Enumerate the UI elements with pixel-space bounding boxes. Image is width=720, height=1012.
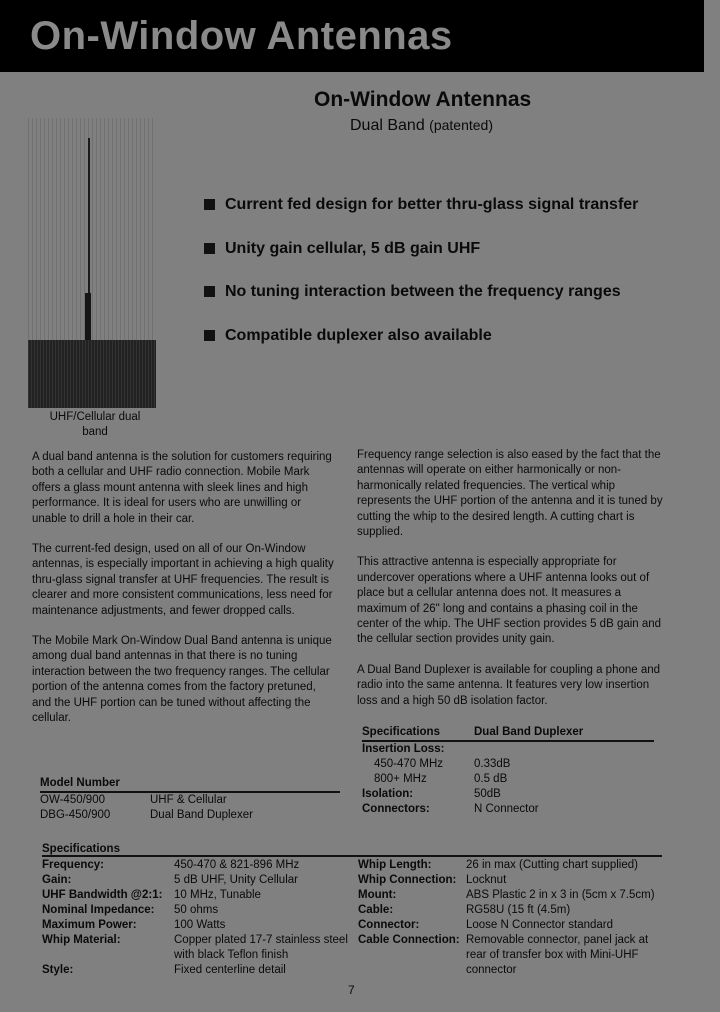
- feature-text: Unity gain cellular, 5 dB gain UHF: [225, 239, 481, 257]
- product-subtitle-text: Dual Band: [350, 117, 425, 134]
- table-header-cell: Specifications: [362, 726, 440, 738]
- body-column-left: [32, 450, 337, 742]
- body-paragraph: The Mobile Mark On-Window Dual Band antenna is unique among dual band antennas in that there is no tuning interaction between the two frequency ranges. The cellular portion of the antenna comes from the factory pretuned, and the UHF portion can be tuned without affecting the cellular.: [32, 635, 332, 725]
- duplexer-spec-table: [362, 725, 654, 817]
- body-paragraph: Frequency range selection is also eased by the fact that the antennas will operate on either harmonically or non-harmonically related frequencies. The vertical whip represents the UHF portion of the antenna and it is tuned by cutting the whip to the desired length. A cutting chart is supplied.: [357, 449, 663, 539]
- square-bullet-icon: [204, 243, 215, 254]
- specifications-table-right: [358, 858, 671, 978]
- square-bullet-icon: [204, 199, 215, 210]
- table-cell: Style:: [42, 964, 74, 976]
- table-row: [358, 858, 671, 873]
- table-row: [358, 933, 671, 978]
- specifications-heading: Specifications: [42, 843, 662, 857]
- table-cell: 0.33dB: [474, 758, 511, 770]
- table-row: [42, 903, 349, 918]
- body-paragraph: The current-fed design, used on all of our On-Window antennas, is especially important in achieving a high quality thru-glass signal transfer at UHF frequencies. The result is clearer and more consistent communications, less need for maintenance adjustments, and fewer dropped calls.: [32, 543, 334, 617]
- table-cell: Copper plated 17-7 stainless steel with black Teflon finish: [174, 934, 348, 961]
- table-row: [40, 792, 340, 808]
- body-column-right: [357, 448, 672, 724]
- table-cell: N Connector: [474, 803, 539, 815]
- table-row: [358, 903, 671, 918]
- table-row: [42, 873, 349, 888]
- table-row: [358, 888, 671, 903]
- table-row: [42, 918, 349, 933]
- antenna-coil: [85, 293, 91, 343]
- table-cell: Cable Connection:: [358, 934, 460, 946]
- table-row: [358, 873, 671, 888]
- table-row: [42, 858, 349, 873]
- feature-item: [204, 240, 704, 284]
- feature-item: [204, 283, 704, 327]
- body-paragraph: A dual band antenna is the solution for customers requiring both a cellular and UHF radio connection. Mobile Mark offers a glass mount antenna with sleek lines and high performance. It is ideal for users who are unwilling or unable to drill a hole in their car.: [32, 451, 332, 525]
- table-cell: 5 dB UHF, Unity Cellular: [174, 874, 298, 886]
- table-cell: Dual Band Duplexer: [150, 809, 253, 821]
- table-cell: Cable:: [358, 904, 394, 916]
- feature-item: [204, 327, 704, 371]
- table-cell: Nominal Impedance:: [42, 904, 155, 916]
- table-row: [362, 772, 654, 787]
- square-bullet-icon: [204, 330, 215, 341]
- table-cell: 10 MHz, Tunable: [174, 889, 261, 901]
- table-cell: 26 in max (Cutting chart supplied): [466, 859, 638, 871]
- table-row: [40, 808, 340, 823]
- table-cell: 50 ohms: [174, 904, 219, 916]
- table-cell: Loose N Connector standard: [466, 919, 614, 931]
- body-paragraph: This attractive antenna is especially appropriate for undercover operations where a UHF antenna looks out of place but a cellular antenna does not. It measures a maximum of 26" long and contains a phasing coil in the center of the whip. The UHF section provides 5 dB gain and the cellular section provides unity gain.: [357, 556, 662, 646]
- table-cell: UHF Bandwidth @2:1:: [42, 889, 163, 901]
- table-row: [362, 757, 654, 772]
- specifications-table-left: [42, 858, 349, 978]
- photo-caption: UHF/Cellular dual band: [49, 411, 141, 438]
- feature-text: No tuning interaction between the frequency ranges: [225, 283, 621, 300]
- table-cell: Removable connector, panel jack at rear of transfer box with Mini-UHF connector: [466, 934, 649, 976]
- table-cell: Insertion Loss:: [362, 743, 445, 755]
- table-cell: 0.5 dB: [474, 773, 508, 785]
- antenna-photo: [28, 118, 156, 408]
- table-header-row: [362, 725, 654, 741]
- table-cell: Mount:: [358, 889, 397, 901]
- table-cell: Frequency:: [42, 859, 104, 871]
- table-header-row: [40, 776, 340, 792]
- page-number: 7: [348, 983, 355, 997]
- table-header-cell: Model Number: [40, 777, 120, 789]
- table-cell: Fixed centerline detail: [174, 964, 286, 976]
- table-cell: UHF & Cellular: [150, 794, 227, 806]
- table-cell: OW-450/900: [40, 794, 105, 806]
- product-subtitle-note: (patented): [429, 117, 493, 133]
- table-cell: Connectors:: [362, 803, 430, 815]
- table-header-cell: Dual Band Duplexer: [474, 726, 584, 738]
- table-cell: Maximum Power:: [42, 919, 137, 931]
- square-bullet-icon: [204, 286, 215, 297]
- product-subtitle: [350, 117, 493, 135]
- feature-list: [204, 196, 704, 370]
- table-cell: 450-470 MHz: [374, 758, 444, 770]
- table-cell: ABS Plastic 2 in x 3 in (5cm x 7.5cm): [466, 889, 655, 901]
- table-cell: 800+ MHz: [374, 773, 427, 785]
- table-cell: Gain:: [42, 874, 72, 886]
- model-number-table: [40, 776, 340, 823]
- table-cell: Connector:: [358, 919, 420, 931]
- feature-text: Current fed design for better thru-glass signal transfer: [225, 196, 639, 213]
- table-row: [358, 918, 671, 933]
- product-title: On-Window Antennas: [314, 88, 532, 111]
- table-cell: Whip Material:: [42, 934, 121, 946]
- page-header-title: On-Window Antennas: [30, 14, 453, 58]
- table-cell: Isolation:: [362, 788, 414, 800]
- antenna-base: [28, 340, 156, 408]
- table-cell: RG58U (15 ft (4.5m): [466, 904, 571, 916]
- table-cell: 100 Watts: [174, 919, 226, 931]
- table-header-cell: [150, 776, 340, 792]
- feature-text: Compatible duplexer also available: [225, 326, 492, 344]
- table-cell: Whip Connection:: [358, 874, 457, 886]
- table-cell: 450-470 & 821-896 MHz: [174, 859, 300, 871]
- feature-item: [204, 196, 704, 240]
- table-cell: 50dB: [474, 788, 501, 800]
- table-row: [362, 802, 654, 817]
- table-cell: Whip Length:: [358, 859, 432, 871]
- page-header-banner: [0, 0, 704, 72]
- table-cell: Locknut: [466, 874, 507, 886]
- table-row: [42, 933, 349, 963]
- table-row: [362, 787, 654, 802]
- table-row: [42, 963, 349, 978]
- table-cell: DBG-450/900: [40, 809, 111, 821]
- body-paragraph: A Dual Band Duplexer is available for coupling a phone and radio into the same antenna. It features very low insertion loss and a high 50 dB isolation factor.: [357, 663, 661, 707]
- table-cell: [474, 741, 654, 757]
- table-row: [42, 888, 349, 903]
- table-row: [362, 741, 654, 757]
